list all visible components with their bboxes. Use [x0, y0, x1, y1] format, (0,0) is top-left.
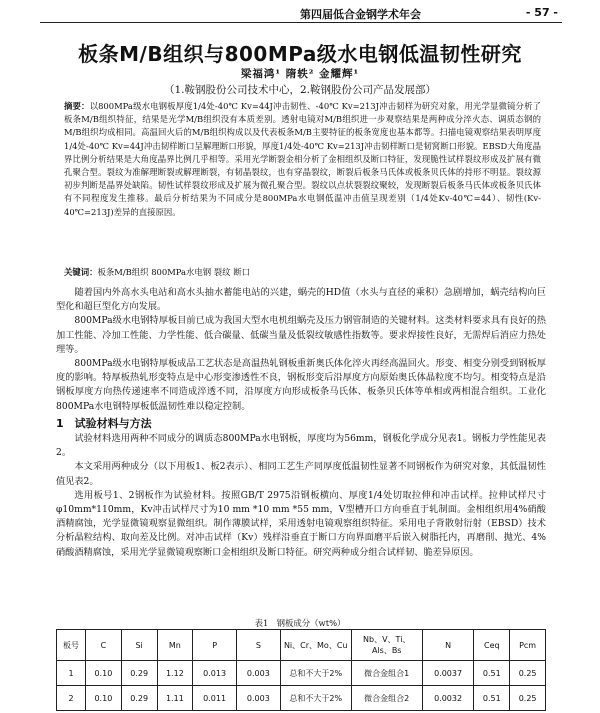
abstract-label: 摘要：	[64, 101, 90, 111]
table-cell: 总和不大于2%	[280, 686, 351, 711]
intro-paragraph: 800MPa级水电钢特厚板目前已成为我国大型水电机组蜗壳及压力钢管制造的关键材料。这类材料要求具有良好的热加工性能、冷加工性能、力学性能、低合碳量、低碳当量及低裂纹敏感性指数等。要求焊接性良好，无需焊后消应力热处理等。	[56, 315, 546, 355]
header-rule	[40, 22, 562, 23]
table-cell: 0.10	[86, 661, 122, 686]
table-cell: 0.011	[193, 686, 237, 711]
table-cell: 0.013	[193, 661, 237, 686]
intro-paragraph: 随着国内外高水头电站和高水头抽水蓄能电站的兴建，蜗壳的HD值（水头与直径的乘积）急剧增加，蜗壳结构向巨型化和超巨型化方向发展。	[56, 287, 546, 313]
header-cell: P	[193, 630, 237, 661]
composition-table	[56, 629, 546, 711]
table-cell: 微合金组合1	[351, 661, 422, 686]
section-heading: 1 试验材料与方法	[56, 417, 152, 430]
header-cell: Pcm	[510, 630, 546, 661]
conference-name: 第四届低合金钢学术年会	[300, 8, 421, 21]
table-cell: 1.12	[157, 661, 193, 686]
header-cell: C	[86, 630, 122, 661]
table-cell: 0.10	[86, 686, 122, 711]
table-cell: 0.29	[121, 686, 157, 711]
table-cell: 0.0037	[422, 661, 474, 686]
table-cell: 1	[57, 661, 86, 686]
header-cell: Mn	[157, 630, 193, 661]
keywords-text: 板条M/B组织 800MPa水电钢 裂纹 断口	[97, 267, 250, 277]
table-cell: 0.25	[510, 661, 546, 686]
section-paragraph: 本文采用两种成分（以下用板1、板2表示）、相同工艺生产同厚度低温韧性显著不同钢板作为研究对象，其低温韧性值见表2。	[56, 461, 546, 487]
section-paragraph: 试验材料选用两种不同成分的调质态800MPa水电钢板，厚度均为56mm，钢板化学成分见表1。钢板力学性能见表2。	[56, 433, 546, 459]
header-cell: Si	[121, 630, 157, 661]
header-cell: Nb、V、Ti、Als、Bs	[351, 630, 422, 661]
table-cell: 1.11	[157, 686, 193, 711]
header-cell: 板号	[57, 630, 86, 661]
running-header	[42, 6, 560, 22]
table-cell: 0.51	[474, 686, 510, 711]
table-cell: 2	[57, 686, 86, 711]
abstract-text: 以800MPa级水电钢板厚度1/4处-40℃ Kv=44J冲击韧性、-40℃ Kv=213J冲击韧样为研究对象，用光学显微镜分析了板条M/B组织特征，结果是光学M/B组织没有本质差别。透射电镜对M/B组织进一步观察结果是两种成分淬火态、调质态钢的M/B组织均成相同。高温回火后的M/B组织构成以及代表板条M/B主要特征的板条宽度也基本都等。扫描电镜观察结果表明厚度1/4处-40℃ Kv=44J冲击韧样断口呈解理断口形貌，厚度1/4处-40℃ Kv=213J冲击韧样断口是韧窝断口形貌。EBSD大角度晶界比例分析结果是大角度晶界比例几乎相等。采用光学断裂金相分析了金相组织及断口特征，发现脆性试样裂纹形成及扩展有微孔聚合型。裂纹为准解理断裂或解理断裂，有韧晶裂纹，也有穿晶裂纹，断裂后板条马氏体或板条贝氏体的持形不明显。裂纹源初步判断是晶界处缺陷。韧性试样裂纹形成及扩展为微孔聚合型。裂纹以点状裂裂纹聚较，发现断裂后板条马氏体或板条贝氏体有不同程度发生推移。最后分析结果为不同成分是800MPa水电钢低温冲击值呈现差别（1/4处Kv-40℃=44）、韧性(Kv-40℃=213J)差异的直接原因。	[64, 101, 541, 217]
table-cell: 0.003	[236, 661, 280, 686]
intro-paragraph: 800MPa级水电钢特厚板成品工艺状态是高温热轧钢板重新奥氏体化淬火再经高温回火。形变、相变分别受到钢板厚度的影响。特厚板热轧形变特点是中心形变渗透性不良，钢板形变后沿厚度方向原始奥氏体晶粒度不均匀。相变特点是沿钢板厚度方向热传递速率不同造成淬透不同，沿厚度方向形成板条马氏体、板条贝氏体等单相或两相混合组织。工业化800MPa水电钢特厚板低温韧性难以稳定控制。	[56, 358, 546, 412]
section-paragraph: 选用板号1、2钢板作为试验材料。按照GB/T 2975沿钢板横向、厚度1/4处切取拉伸和冲击试样。拉伸试样尺寸φ10mm*110mm，Kv冲击试样尺寸为10 mm *10 mm *55 mm，V型槽开口方向垂直于轧制面。金相组织用4%硝酸酒精腐蚀，光学显微镜观察显微组织。制作薄膜试样，采用透射电镜观察组织特征。采用电子背散射衍射（EBSD）技术分析晶粒结构、取向差及比例。对冲击试样（Kv）残样沿垂直于断口方向界面磨平后嵌入树脂托内，再磨削、抛光、4%硝酸酒精腐蚀，采用光学显微镜观察断口金相组织及断口特征。研究两种成分组合试样韧、脆差异原因。	[56, 489, 546, 558]
table-header-row	[57, 630, 546, 661]
affiliation: （1.鞍钢股份公司技术中心，2.鞍钢股份公司产品发展部）	[163, 84, 437, 96]
table-cell: 0.25	[510, 686, 546, 711]
table-cell: 0.003	[236, 686, 280, 711]
keywords-label: 关键词：	[64, 267, 98, 277]
abstract	[64, 100, 541, 219]
header-cell: Ceq	[474, 630, 510, 661]
page-number: - 57 -	[525, 6, 558, 19]
header-cell: N	[422, 630, 474, 661]
paper-title: 板条M/B组织与800MPa级水电钢低温韧性研究	[78, 42, 522, 66]
table-caption: 表1 钢板成分（wt%）	[254, 618, 346, 628]
table-row	[57, 686, 546, 711]
introduction	[56, 286, 546, 414]
keywords	[64, 266, 541, 278]
table-cell: 微合金组合2	[351, 686, 422, 711]
section-1-body	[56, 432, 546, 560]
header-cell: S	[236, 630, 280, 661]
table-cell: 0.51	[474, 661, 510, 686]
table-cell: 0.0032	[422, 686, 474, 711]
table-row	[57, 661, 546, 686]
table-cell: 0.29	[121, 661, 157, 686]
header-cell: Ni、Cr、Mo、Cu	[280, 630, 351, 661]
author-list: 梁福鸿¹ 隋轶² 金耀辉¹	[240, 68, 360, 80]
table-cell: 总和不大于2%	[280, 661, 351, 686]
